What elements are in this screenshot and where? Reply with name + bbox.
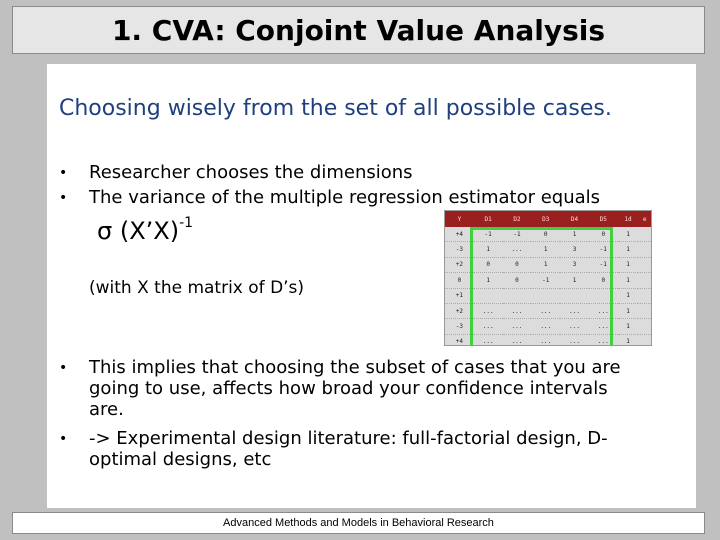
matrix-cell: -1: [503, 227, 532, 242]
matrix-cell: +2: [445, 303, 474, 318]
matrix-header: D5: [589, 211, 618, 227]
matrix-cell: ...: [560, 303, 589, 318]
matrix-cell: [638, 334, 651, 346]
matrix-cell: 1: [618, 319, 639, 334]
matrix-cell: [638, 273, 651, 288]
matrix-cell: [638, 319, 651, 334]
matrix-cell: -1: [589, 242, 618, 257]
bullet-item-design-literature: [89, 428, 608, 470]
bullet-line: are.: [89, 399, 124, 420]
matrix-cell: 1: [474, 273, 503, 288]
matrix-cell: 1: [560, 227, 589, 242]
bullet-item-implication: [89, 357, 621, 420]
matrix-cell: 0: [531, 227, 560, 242]
matrix-cell: ...: [589, 334, 618, 346]
matrix-cell: ...: [503, 319, 532, 334]
matrix-cell: 1: [474, 242, 503, 257]
matrix-cell: ...: [531, 303, 560, 318]
matrix-cell: -1: [589, 257, 618, 272]
slide-subtitle: Choosing wisely from the set of all possible cases.: [59, 96, 612, 121]
matrix-cell: 1: [618, 257, 639, 272]
variance-formula: [97, 217, 193, 245]
matrix-cell: +1: [445, 288, 474, 303]
matrix-cell: ...: [503, 242, 532, 257]
matrix-cell: ...: [474, 334, 503, 346]
title-bar: [12, 6, 705, 54]
matrix-cell: [638, 257, 651, 272]
matrix-cell: ...: [474, 319, 503, 334]
formula-exponent: -1: [179, 215, 194, 231]
matrix-header: D1: [474, 211, 503, 227]
matrix-cell: 3: [560, 242, 589, 257]
bullet-marker: •: [59, 190, 68, 206]
matrix-cell: 1: [618, 288, 639, 303]
matrix-cell: 0: [589, 273, 618, 288]
matrix-cell: ...: [560, 334, 589, 346]
matrix-cell: [638, 303, 651, 318]
matrix-cell: 3: [560, 257, 589, 272]
matrix-cell: ...: [531, 334, 560, 346]
matrix-cell: ...: [474, 303, 503, 318]
matrix-header: e: [638, 211, 651, 227]
slide-footer: [12, 512, 705, 534]
matrix-cell: ...: [503, 303, 532, 318]
matrix-header: D2: [503, 211, 532, 227]
bullet-line: This implies that choosing the subset of cases that you are: [89, 357, 621, 378]
matrix-cell: 0: [503, 257, 532, 272]
matrix-cell: 1: [618, 227, 639, 242]
design-matrix-image: [444, 210, 652, 346]
matrix-cell: 0: [503, 273, 532, 288]
footer-text: Advanced Methods and Models in Behavioral Research: [223, 517, 494, 529]
bullet-marker: •: [59, 165, 68, 181]
matrix-cell: 1: [618, 303, 639, 318]
bullet-line: going to use, affects how broad your confidence intervals: [89, 378, 608, 399]
matrix-cell: ...: [589, 319, 618, 334]
matrix-cell: +4: [445, 227, 474, 242]
matrix-cell: +2: [445, 257, 474, 272]
matrix-cell: ...: [503, 334, 532, 346]
matrix-header: D3: [531, 211, 560, 227]
matrix-header: D4: [560, 211, 589, 227]
bullet-marker: •: [59, 360, 68, 376]
formula-main: σ (X’X): [97, 217, 180, 245]
matrix-cell: ...: [531, 319, 560, 334]
matrix-note: (with X the matrix of D’s): [89, 278, 305, 298]
matrix-header: Y: [445, 211, 474, 227]
matrix-cell: 1: [560, 273, 589, 288]
bullet-line: -> Experimental design literature: full-factorial design, D-: [89, 428, 608, 449]
matrix-cell: 1: [531, 242, 560, 257]
matrix-cell: -3: [445, 319, 474, 334]
matrix-cell: 0: [445, 273, 474, 288]
matrix-cell: [638, 227, 651, 242]
matrix-cell: ...: [589, 303, 618, 318]
matrix-cell: 1: [618, 242, 639, 257]
matrix-cell: [638, 242, 651, 257]
bullet-item: The variance of the multiple regression estimator equals: [89, 187, 601, 208]
matrix-cell: -1: [474, 227, 503, 242]
matrix-cell: 1: [618, 334, 639, 346]
matrix-cell: 1: [531, 257, 560, 272]
matrix-cell: [638, 288, 651, 303]
matrix-cell: 1: [618, 273, 639, 288]
matrix-cell: +4: [445, 334, 474, 346]
matrix-cell: -1: [531, 273, 560, 288]
bullet-marker: •: [59, 431, 68, 447]
matrix-cell: 0: [474, 257, 503, 272]
matrix-cell: ...: [560, 319, 589, 334]
matrix-cell: -3: [445, 242, 474, 257]
matrix-header: 1d: [618, 211, 639, 227]
slide-title: 1. CVA: Conjoint Value Analysis: [111, 13, 606, 47]
matrix-cell: 0: [589, 227, 618, 242]
matrix-highlight-box: [470, 227, 613, 346]
bullet-item: Researcher chooses the dimensions: [89, 162, 413, 183]
bullet-line: optimal designs, etc: [89, 449, 272, 470]
